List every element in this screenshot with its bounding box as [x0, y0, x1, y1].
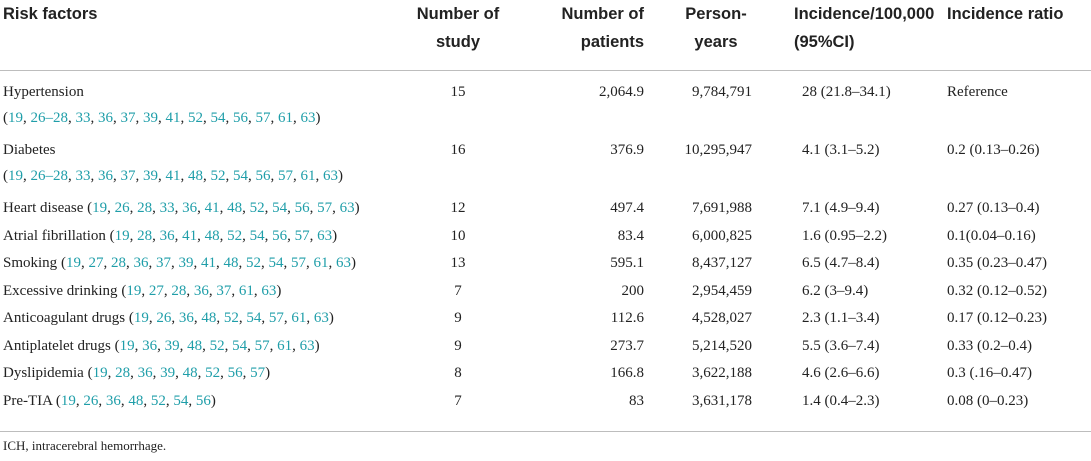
header-line: Person-: [685, 5, 747, 23]
reference-link[interactable]: 39: [160, 365, 176, 381]
reference-link[interactable]: 54: [232, 337, 248, 354]
cell-person-years: 4,528,027: [692, 310, 752, 326]
header-line: Incidence/100,000: [794, 5, 935, 23]
reference-link[interactable]: 33: [75, 110, 91, 126]
reference-link[interactable]: 36: [98, 168, 113, 184]
reference-link[interactable]: 63: [323, 168, 338, 184]
table-row: [0, 333, 1091, 361]
table-header: [0, 0, 1091, 71]
reference-link[interactable]: 39: [143, 110, 158, 126]
risk-factor-label: Diabetes: [3, 142, 56, 158]
reference-link[interactable]: 61: [300, 168, 316, 184]
cell-incidence-ratio: 0.27 (0.13–0.4): [947, 200, 1040, 216]
reference-link[interactable]: 56: [227, 365, 243, 381]
reference-link[interactable]: 52: [227, 227, 243, 244]
cell-number-of-patients: 83.4: [617, 227, 644, 244]
cell-person-years: 2,954,459: [692, 282, 752, 299]
reference-list: (19, 26, 36, 48, 52, 54, 56): [52, 392, 216, 409]
reference-link[interactable]: 56: [255, 168, 271, 184]
cell-incidence: 2.3 (1.1–3.4): [802, 310, 880, 326]
reference-list: (19, 26, 36, 48, 52, 54, 57, 61, 63): [125, 310, 334, 326]
cell-risk-factor: [0, 278, 398, 306]
reference-link[interactable]: 48: [227, 200, 243, 216]
reference-link[interactable]: 26–28: [30, 168, 68, 184]
reference-link[interactable]: 19: [126, 282, 142, 299]
cell-person-years: 9,784,791: [692, 84, 752, 100]
cell-incidence: 6.5 (4.7–8.4): [802, 255, 880, 271]
reference-link[interactable]: 48: [187, 337, 203, 354]
cell-number-of-patients: 83: [629, 392, 644, 409]
reference-link[interactable]: 57: [278, 168, 293, 184]
reference-link[interactable]: 61: [291, 310, 307, 326]
reference-link[interactable]: 61: [313, 255, 329, 271]
table-row: [0, 195, 1091, 223]
table-row: [0, 250, 1091, 278]
cell-number-of-patients: 166.8: [610, 365, 644, 381]
reference-link[interactable]: 63: [313, 310, 329, 326]
cell-number-of-study: 7: [454, 282, 462, 299]
cell-number-of-study: 15: [450, 84, 466, 100]
cell-risk-factor: [0, 195, 398, 223]
reference-link[interactable]: 63: [335, 255, 351, 271]
reference-link[interactable]: 26: [83, 392, 99, 409]
reference-link[interactable]: 52: [188, 110, 203, 126]
reference-link[interactable]: 57: [255, 110, 271, 126]
reference-link[interactable]: 36: [105, 392, 121, 409]
cell-number-of-study: 7: [454, 392, 462, 409]
risk-factor-label: Smoking: [3, 255, 58, 271]
cell-incidence-ratio: 0.33 (0.2–0.4): [947, 337, 1032, 354]
reference-link[interactable]: 37: [120, 110, 136, 126]
reference-link[interactable]: 63: [261, 282, 277, 299]
reference-link[interactable]: 39: [143, 168, 158, 184]
table-row: [0, 360, 1091, 388]
reference-link[interactable]: 37: [120, 168, 136, 184]
reference-link[interactable]: 41: [165, 168, 181, 184]
reference-link[interactable]: 41: [182, 227, 198, 244]
reference-link[interactable]: 36: [142, 337, 158, 354]
reference-link[interactable]: 33: [75, 168, 91, 184]
reference-link[interactable]: 26–28: [30, 110, 68, 126]
cell-number-of-study: 9: [454, 310, 462, 326]
reference-link[interactable]: 28: [137, 227, 153, 244]
reference-list: (19, 27, 28, 36, 37, 61, 63): [117, 282, 282, 299]
reference-link[interactable]: 36: [178, 310, 194, 326]
reference-link[interactable]: 36: [98, 110, 113, 126]
cell-risk-factor: [0, 305, 398, 333]
cell-number-of-study: 8: [454, 365, 462, 381]
cell-risk-factor: [0, 333, 398, 361]
header-number-of-study: [398, 0, 518, 71]
reference-link[interactable]: 54: [249, 227, 265, 244]
reference-link[interactable]: 54: [233, 168, 248, 184]
reference-list: (19, 26–28, 33, 36, 37, 39, 41, 52, 54, 56, 57, 61, 63): [3, 110, 321, 126]
reference-link[interactable]: 41: [204, 200, 220, 216]
table-row: [0, 223, 1091, 251]
reference-link[interactable]: 19: [92, 365, 108, 381]
reference-link[interactable]: 52: [150, 392, 166, 409]
risk-factor-label: Pre-TIA: [3, 392, 53, 409]
header-line: (95%CI): [794, 33, 855, 51]
cell-number-of-patients: 2,064.9: [599, 84, 644, 100]
cell-number-of-patients: 273.7: [610, 337, 644, 354]
reference-link[interactable]: 61: [278, 110, 293, 126]
cell-person-years: 3,622,188: [692, 365, 752, 381]
reference-link[interactable]: 19: [60, 392, 76, 409]
reference-link[interactable]: 52: [210, 168, 226, 184]
cell-person-years: 5,214,520: [692, 337, 752, 354]
reference-link[interactable]: 28: [171, 282, 187, 299]
risk-factor-label: Anticoagulant drugs: [3, 310, 126, 326]
cell-risk-factor: [0, 250, 398, 278]
table-row: [0, 137, 1091, 195]
reference-link[interactable]: 54: [272, 200, 288, 216]
reference-link[interactable]: 41: [165, 110, 181, 126]
risk-factor-label: Dyslipidemia: [3, 365, 84, 381]
cell-number-of-study: 12: [450, 200, 466, 216]
reference-link[interactable]: 61: [277, 337, 293, 354]
reference-link[interactable]: 27: [88, 255, 104, 271]
reference-link[interactable]: 54: [210, 110, 226, 126]
cell-risk-factor: [0, 137, 398, 195]
reference-link[interactable]: 52: [205, 365, 221, 381]
cell-person-years: 8,437,127: [692, 255, 752, 271]
cell-incidence: 1.4 (0.4–2.3): [802, 392, 880, 409]
reference-link[interactable]: 48: [201, 310, 217, 326]
cell-person-years: 6,000,825: [692, 227, 752, 244]
reference-link[interactable]: 39: [164, 337, 180, 354]
header-number-of-patients: [518, 0, 658, 71]
reference-link[interactable]: 54: [246, 310, 262, 326]
reference-list: (19, 36, 39, 48, 52, 54, 57, 61, 63): [110, 337, 320, 354]
cell-number-of-patients: 376.9: [610, 142, 644, 158]
cell-incidence-ratio: 0.1(0.04–0.16): [947, 227, 1036, 244]
cell-incidence: 6.2 (3–9.4): [802, 282, 869, 299]
cell-number-of-study: 13: [450, 255, 466, 271]
table-row: [0, 79, 1091, 137]
reference-link[interactable]: 26: [114, 200, 130, 216]
reference-link[interactable]: 33: [159, 200, 175, 216]
reference-link[interactable]: 57: [268, 310, 284, 326]
cell-person-years: 7,691,988: [692, 200, 752, 216]
reference-list: (19, 28, 36, 39, 48, 52, 56, 57): [83, 365, 271, 381]
reference-link[interactable]: 57: [254, 337, 270, 354]
reference-link[interactable]: 39: [178, 255, 194, 271]
reference-link[interactable]: 19: [8, 110, 23, 126]
cell-incidence-ratio: 0.08 (0–0.23): [947, 392, 1029, 409]
reference-link[interactable]: 61: [238, 282, 254, 299]
reference-link[interactable]: 36: [159, 227, 175, 244]
reference-link[interactable]: 54: [268, 255, 284, 271]
cell-number-of-patients: 112.6: [610, 310, 644, 326]
header-line: Number of: [416, 5, 500, 23]
reference-link[interactable]: 19: [119, 337, 135, 354]
cell-incidence: 28 (21.8–34.1): [802, 84, 891, 100]
reference-link[interactable]: 19: [65, 255, 81, 271]
cell-number-of-patients: 497.4: [610, 200, 644, 216]
cell-number-of-study: 10: [450, 227, 466, 244]
cell-incidence: 4.1 (3.1–5.2): [802, 142, 880, 158]
reference-link[interactable]: 52: [223, 310, 239, 326]
table-body: [0, 71, 1091, 416]
reference-link[interactable]: 52: [245, 255, 261, 271]
table-row: [0, 305, 1091, 333]
reference-link[interactable]: 28: [110, 255, 126, 271]
reference-link[interactable]: 48: [188, 168, 203, 184]
reference-link[interactable]: 19: [114, 227, 130, 244]
reference-link[interactable]: 19: [8, 168, 23, 184]
reference-link[interactable]: 56: [272, 227, 288, 244]
cell-risk-factor: [0, 79, 398, 137]
header-line: Number of: [561, 5, 644, 23]
cell-number-of-study: 16: [450, 142, 466, 158]
cell-number-of-patients: 200: [621, 282, 644, 299]
reference-link[interactable]: 56: [195, 392, 211, 409]
reference-link[interactable]: 27: [148, 282, 164, 299]
header-line: patients: [580, 33, 644, 51]
reference-link[interactable]: 63: [339, 200, 355, 216]
reference-link[interactable]: 48: [128, 392, 144, 409]
reference-link[interactable]: 57: [294, 227, 310, 244]
cell-risk-factor: [0, 388, 398, 416]
reference-link[interactable]: 52: [209, 337, 225, 354]
reference-link[interactable]: 41: [200, 255, 216, 271]
cell-incidence-ratio: 0.17 (0.12–0.23): [947, 310, 1047, 326]
reference-list: (19, 28, 36, 41, 48, 52, 54, 56, 57, 63): [105, 227, 338, 244]
cell-person-years: 10,295,947: [684, 142, 752, 158]
cell-incidence: 5.5 (3.6–7.4): [802, 337, 880, 354]
cell-risk-factor: [0, 360, 398, 388]
reference-link[interactable]: 56: [294, 200, 310, 216]
risk-factor-label: Atrial fibrillation: [3, 227, 106, 244]
reference-link[interactable]: 19: [92, 200, 108, 216]
cell-incidence-ratio: 0.32 (0.12–0.52): [947, 282, 1047, 299]
reference-link[interactable]: 48: [182, 365, 198, 381]
reference-link[interactable]: 63: [299, 337, 315, 354]
risk-factor-label: Hypertension: [3, 84, 84, 100]
reference-link[interactable]: 57: [317, 200, 333, 216]
cell-incidence: 4.6 (2.6–6.6): [802, 365, 880, 381]
reference-link[interactable]: 56: [233, 110, 248, 126]
reference-link[interactable]: 26: [156, 310, 172, 326]
cell-incidence-ratio: Reference: [947, 84, 1008, 100]
cell-incidence-ratio: 0.35 (0.23–0.47): [947, 255, 1047, 271]
reference-link[interactable]: 63: [317, 227, 333, 244]
reference-link[interactable]: 54: [173, 392, 189, 409]
reference-link[interactable]: 28: [137, 200, 153, 216]
header-line: study: [435, 33, 480, 51]
table-bottom-rule: [0, 431, 1091, 432]
cell-number-of-study: 9: [454, 337, 462, 354]
reference-list: (19, 26, 28, 33, 36, 41, 48, 52, 54, 56, 57, 63): [83, 200, 360, 216]
reference-link[interactable]: 37: [216, 282, 232, 299]
reference-link[interactable]: 36: [182, 200, 198, 216]
reference-list: (19, 27, 28, 36, 37, 39, 41, 48, 52, 54, 57, 61, 63): [57, 255, 356, 271]
cell-incidence-ratio: 0.3 (.16–0.47): [947, 365, 1032, 381]
header-incidence: [774, 0, 947, 71]
reference-link[interactable]: 48: [204, 227, 220, 244]
reference-link[interactable]: 48: [223, 255, 239, 271]
table-row: [0, 278, 1091, 306]
reference-link[interactable]: 57: [290, 255, 306, 271]
reference-link[interactable]: 19: [133, 310, 149, 326]
reference-link[interactable]: 37: [155, 255, 171, 271]
cell-risk-factor: [0, 223, 398, 251]
cell-incidence: 1.6 (0.95–2.2): [802, 227, 887, 244]
risk-factor-label: Excessive drinking: [3, 282, 118, 299]
reference-link[interactable]: 28: [115, 365, 131, 381]
risk-factor-label: Heart disease: [3, 200, 84, 216]
reference-link[interactable]: 63: [300, 110, 316, 126]
header-person-years: [658, 0, 774, 71]
table-row: [0, 388, 1091, 416]
reference-list: (19, 26–28, 33, 36, 37, 39, 41, 48, 52, 54, 56, 57, 61, 63): [3, 168, 343, 184]
table-footnote: ICH, intracerebral hemorrhage.: [3, 438, 167, 453]
reference-link[interactable]: 52: [249, 200, 265, 216]
risk-factor-label: Antiplatelet drugs: [3, 337, 111, 354]
reference-link[interactable]: 36: [133, 255, 149, 271]
reference-link[interactable]: 36: [193, 282, 209, 299]
header-incidence-ratio: Incidence ratio: [947, 0, 1091, 71]
header-line: years: [694, 33, 738, 51]
cell-number-of-patients: 595.1: [610, 255, 644, 271]
cell-person-years: 3,631,178: [692, 392, 752, 409]
header-risk-factors: Risk factors: [0, 0, 398, 71]
cell-incidence-ratio: 0.2 (0.13–0.26): [947, 142, 1040, 158]
reference-link[interactable]: 36: [137, 365, 153, 381]
reference-link[interactable]: 57: [250, 365, 266, 381]
cell-incidence: 7.1 (4.9–9.4): [802, 200, 880, 216]
